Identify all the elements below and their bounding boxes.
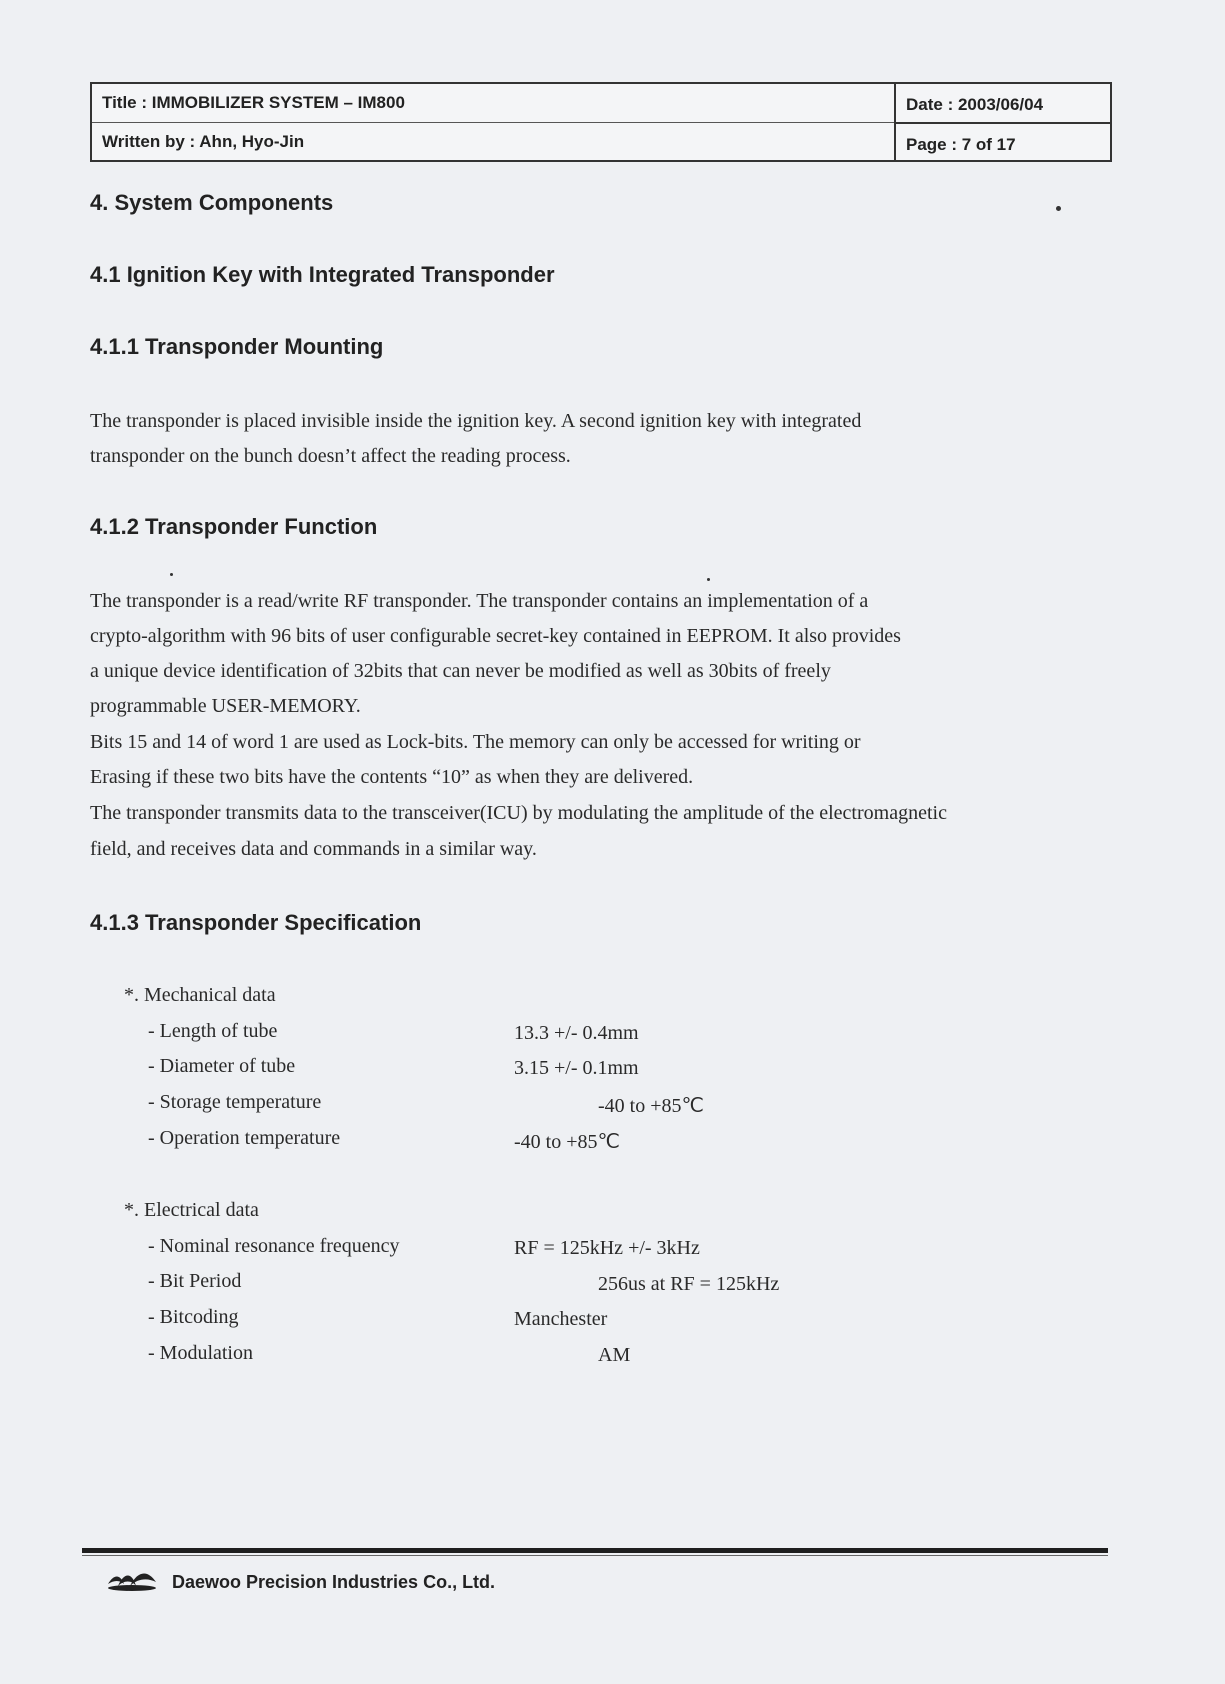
header-page: Page : 7 of 17 [894,122,1110,160]
function-line: crypto-algorithm with 96 bits of user configurable secret-key contained in EEPROM. It also provides [90,625,901,647]
spec-label: - Bitcoding [148,1306,239,1328]
company-name: Daewoo Precision Industries Co., Ltd. [172,1572,496,1592]
spec-value: Manchester [514,1308,608,1330]
spec-label: - Nominal resonance frequency [148,1235,400,1257]
heading-transponder-function: 4.1.2 Transponder Function [90,514,378,539]
header-author: Written by : Ahn, Hyo-Jin [92,122,894,160]
spec-value: -40 to +85℃ [514,1131,620,1153]
function-line: Bits 15 and 14 of word 1 are used as Lock-bits. The memory can only be accessed for writing or [90,731,861,753]
spec-label: - Storage temperature [148,1091,322,1113]
mounting-line: The transponder is placed invisible inside the ignition key. A second ignition key with integrated [90,410,862,432]
header-date: Date : 2003/06/04 [894,84,1110,122]
spec-value: -40 to +85℃ [598,1095,704,1117]
scan-speck [1056,206,1061,211]
heading-system-components: 4. System Components [90,190,334,215]
spec-label: - Modulation [148,1342,253,1364]
spec-value: AM [598,1344,631,1366]
scan-speck [707,578,710,581]
heading-ignition-key: 4.1 Ignition Key with Integrated Transponder [90,262,555,287]
function-line: The transponder is a read/write RF transponder. The transponder contains an implementation of a [90,590,869,612]
spec-label: - Diameter of tube [148,1055,296,1077]
spec-label: - Length of tube [148,1020,278,1042]
scan-speck [170,573,173,576]
footer-rule [82,1548,1108,1553]
function-line: field, and receives data and commands in a similar way. [90,838,537,860]
daewoo-logo-icon [106,1568,158,1592]
function-line: Erasing if these two bits have the contents “10” as when they are delivered. [90,766,694,788]
header-title: Title : IMMOBILIZER SYSTEM – IM800 [102,93,405,112]
spec-value: RF = 125kHz +/- 3kHz [514,1237,700,1259]
function-line: The transponder transmits data to the transceiver(ICU) by modulating the amplitude of the electromagnetic [90,802,947,824]
heading-transponder-mounting: 4.1.1 Transponder Mounting [90,334,384,359]
function-line: programmable USER-MEMORY. [90,695,361,717]
footer-rule-thin [82,1555,1108,1556]
spec-label: - Bit Period [148,1270,242,1292]
heading-transponder-specification: 4.1.3 Transponder Specification [90,910,422,935]
spec-value: 13.3 +/- 0.4mm [514,1022,639,1044]
header-table [90,82,1112,162]
spec-value: 3.15 +/- 0.1mm [514,1057,639,1079]
spec-value: 256us at RF = 125kHz [598,1273,780,1295]
electrical-data-title: *. Electrical data [124,1199,259,1221]
mechanical-data-title: *. Mechanical data [124,984,276,1006]
mounting-line: transponder on the bunch doesn’t affect the reading process. [90,445,571,467]
spec-label: - Operation temperature [148,1127,341,1149]
function-line: a unique device identification of 32bits that can never be modified as well as 30bits of freely [90,660,831,682]
